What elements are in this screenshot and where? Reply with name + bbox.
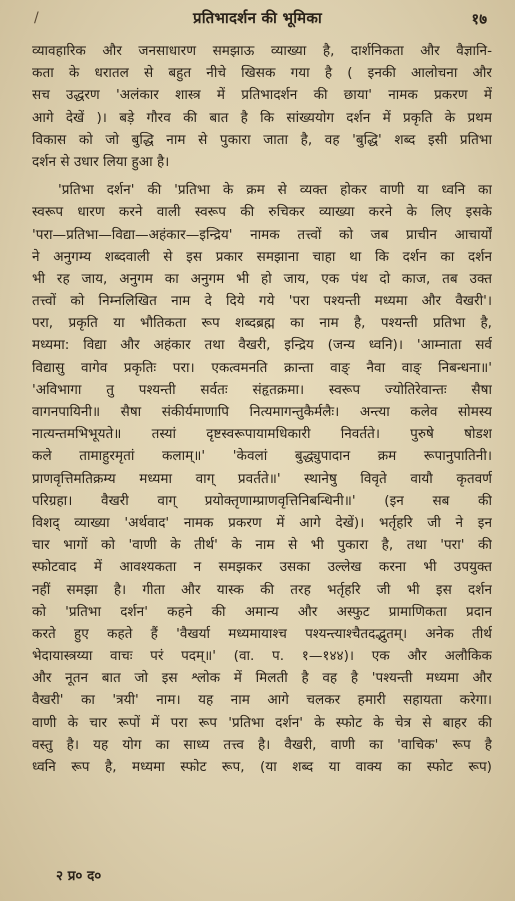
text-line: विकास को जो बुद्धि नाम से पुकारा जाता है, वह 'बुद्धि' शब्द इसी प्रतिभा — [32, 131, 492, 148]
text-line: 'परा—प्रतिभा—विद्या—अहंकार—इन्द्रिय' नामक तत्त्वों को जब प्राचीन आचार्यों — [32, 226, 492, 243]
text-line: कता के धरातल से बहुत नीचे खिसक गया है ( इनकी आलोचना और — [32, 65, 492, 82]
page-header — [0, 8, 515, 32]
text-line: भी रह जाय, अनुगम का अनुगम भी हो जाय, एक पंथ दो काज, तब उक्त — [32, 270, 492, 287]
text-line: प्राणवृत्तिमतिक्रम्य मध्यमा वाग् प्रवर्तते॥' स्थानेषु विवृते वायौ कृतवर्ण — [32, 470, 492, 487]
text-line: स्फोटवाद में आवश्यकता न समझकर उसका उल्लेख करना भी उपयुक्त — [32, 559, 492, 576]
page-number: १७ — [471, 10, 487, 28]
text-fragment: रूप शब्दब्रह्म का नाम है, पश्यन्ती प्रतिभा है, — [201, 315, 492, 332]
margin-mark: / — [34, 10, 39, 26]
text-line: मध्यमा: विद्या और अहंकार तथा वैखरी, इन्द्रिय (जन्य ध्वनि)। 'आम्नाता सर्व — [32, 337, 492, 354]
text-line: सच उद्धरण 'अलंकार शास्त्र में प्रतिभादर्शन की छाया' नामक प्रकरण में — [32, 87, 492, 104]
handwritten-note: परा, प्रकृति या भौतिकता — [32, 315, 187, 332]
text-line: विद्यासु वागेव प्रकृतिः परा। एकत्वमनति क्रान्ता वाङ् नैवा वाङ् निबन्धना॥' — [32, 359, 492, 376]
text-line: विशद् व्याख्या 'अर्थवाद' नामक प्रकरण में आगे देखें)। भर्तृहरि जी ने इन — [32, 514, 492, 531]
paragraph-lead-line: 'प्रतिभा दर्शन' की 'प्रतिभा के क्रम से व्यक्त होकर वाणी या ध्वनि का — [58, 182, 492, 199]
text-line: परिग्रहा। वैखरी वाग् प्रयोक्तृणाम्प्राणवृत्तिनिबन्धिनी॥' (इन सब की — [32, 492, 492, 509]
text-line: तत्त्वों को निम्नलिखित नाम दे दिये गये 'परा पश्यन्ती मध्यमा और वैखरी'। — [32, 293, 492, 310]
text-line: वस्तु है। यह योग का साध्य तत्त्व है। वैखरी, वाणी का 'वाचिक' रूप है — [32, 736, 492, 753]
body-text — [32, 40, 492, 778]
text-line: नात्यन्तमभिभूयते॥ तस्यां दृष्टस्वरूपायामधिकारी निवर्तते। पुरुषे षोडश — [32, 426, 492, 443]
text-line: करते हुए कहते हैं 'वैखर्या मध्यमायाश्च पश्यन्त्याश्चैतदद्भुतम्। अनेक तीर्थ — [32, 625, 492, 642]
running-head: प्रतिभादर्शन की भूमिका — [193, 9, 322, 27]
signature-mark: २ प्र० द० — [56, 868, 102, 884]
text-line: और नूतन बात जो इस श्लोक में मिलती है वह है 'पश्यन्ती मध्यमा और — [32, 670, 492, 687]
text-line: दर्शन से उधार लिया हुआ है। — [32, 153, 170, 170]
text-line: भेदायास्त्रय्या वाचः परं पदम्॥' (वा. प. १—१४४)। एक और अलौकिक — [32, 648, 492, 665]
text-line — [32, 312, 492, 334]
text-line: आगे देखें )। बड़े गौरव की बात है कि सांख्ययोग दर्शन में प्रकृति के प्रथम — [32, 109, 492, 126]
text-line: को 'प्रतिभा दर्शन' कहने की अमान्य और अस्फुट प्रामाणिकता प्रदान — [32, 603, 492, 620]
text-line: ध्वनि रूप है, मध्यमा स्फोट रूप, (या शब्द या वाक्य का स्फोट रूप) — [32, 759, 492, 775]
text-line: व्यावहारिक और जनसाधारण समझाऊ व्याख्या है, दार्शनिकता और वैज्ञानि- — [32, 43, 492, 59]
text-line: नहीं समझा है। गीता और यास्क की तरह भर्तृहरि जी भी इस दर्शन — [32, 581, 492, 598]
text-line: कले तामाहुरमृतां कलाम्॥' 'केवलां बुद्ध्युपादान क्रम रूपानुपातिनी। — [32, 448, 492, 465]
text-line: वागनपायिनी॥ सैषा संकीर्यमाणापि नित्यमागन्तुकैर्मलैः। अन्त्या कलेव सोमस्य — [32, 404, 492, 420]
text-line: स्वरूप धारण करने वाली स्वरूप की रुचिकर व्याख्या करने के लिए इसके — [32, 204, 492, 221]
text-line: वैखरी' का 'त्रयी' नाम। यह नाम आगे चलकर हमारी सहायता करेगा। — [32, 692, 492, 709]
text-line: ने अनुगम्य शब्दवाली से इस प्रकार समझाना चाहा था कि दर्शन का दर्शन — [32, 248, 492, 265]
text-line: 'अविभागा तु पश्यन्ती सर्वतः संहृतक्रमा। स्वरूप ज्योतिरेवान्तः सैषा — [32, 381, 492, 398]
text-line: वाणी के चार रूपों में परा रूप 'प्रतिभा दर्शन' के स्फोट के चेत्र से बाहर की — [32, 714, 492, 731]
text-line: चार भागों को 'वाणी के तीर्थ' के नाम से भी पुकारा है, तथा 'परा' की — [32, 537, 492, 554]
